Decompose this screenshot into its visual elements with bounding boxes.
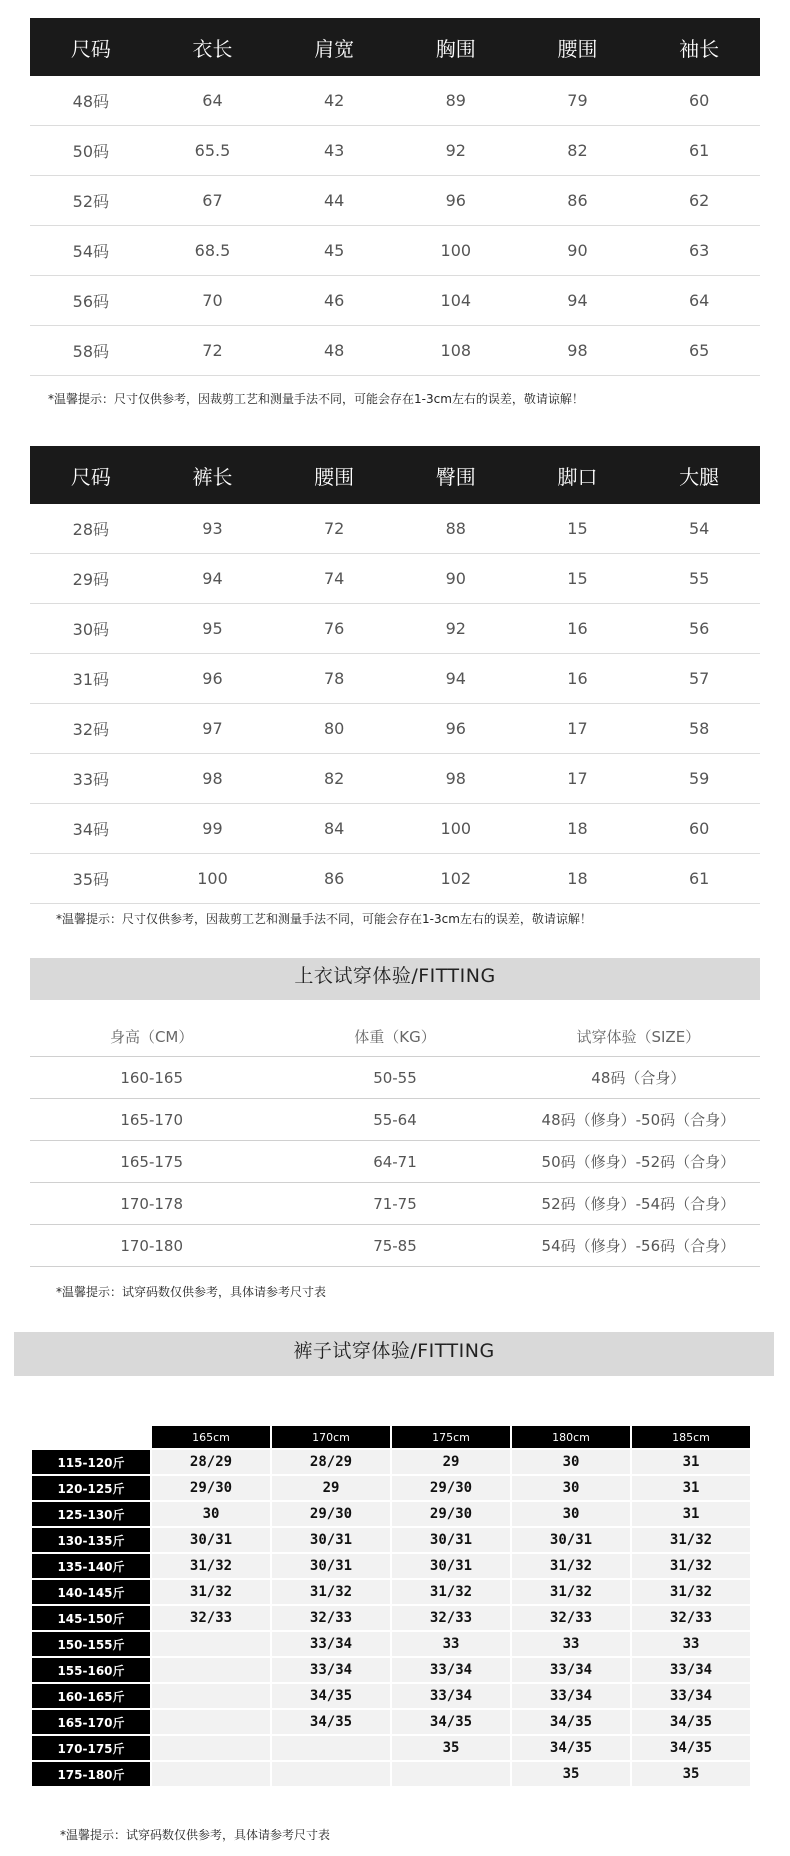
table-cell: 93 <box>152 504 274 554</box>
table-row <box>30 1099 760 1141</box>
grid-weight-label: 125-130斤 <box>32 1502 150 1526</box>
grid-size-cell: 33 <box>512 1632 630 1656</box>
grid-size-cell: 30/31 <box>272 1554 390 1578</box>
grid-size-cell: 31/32 <box>392 1580 510 1604</box>
grid-size-cell: 30/31 <box>512 1528 630 1552</box>
table-cell: 60 <box>638 804 760 854</box>
table-row <box>30 1057 760 1099</box>
header-weight: 体重（KG） <box>273 1016 516 1057</box>
table-row <box>32 1632 750 1656</box>
grid-size-cell: 30 <box>152 1502 270 1526</box>
grid-weight-label: 115-120斤 <box>32 1450 150 1474</box>
table-row <box>30 76 760 126</box>
grid-size-cell: 33/34 <box>512 1658 630 1682</box>
table-cell: 67 <box>152 176 274 226</box>
table-cell: 50-55 <box>273 1057 516 1099</box>
table-row <box>30 504 760 554</box>
grid-height-header: 175cm <box>392 1426 510 1448</box>
grid-size-cell: 31 <box>632 1502 750 1526</box>
pants-size-note: *温馨提示：尺寸仅供参考，因裁剪工艺和测量手法不同，可能会存在1-3cm左右的误差，敬请谅解！ <box>56 912 592 926</box>
table-cell: 30码 <box>30 604 152 654</box>
header-shoulder: 肩宽 <box>273 18 395 76</box>
grid-weight-label: 170-175斤 <box>32 1736 150 1760</box>
header-chest: 胸围 <box>395 18 517 76</box>
grid-size-cell: 35 <box>632 1762 750 1786</box>
grid-size-cell <box>392 1762 510 1786</box>
header-fit-size: 试穿体验（SIZE） <box>517 1016 760 1057</box>
table-cell: 102 <box>395 854 517 904</box>
table-row <box>30 126 760 176</box>
table-cell: 58 <box>638 704 760 754</box>
table-row <box>32 1736 750 1760</box>
table-cell: 86 <box>517 176 639 226</box>
grid-size-cell: 34/35 <box>632 1710 750 1734</box>
table-cell: 108 <box>395 326 517 376</box>
grid-weight-label: 150-155斤 <box>32 1632 150 1656</box>
table-cell: 55-64 <box>273 1099 516 1141</box>
table-cell: 32码 <box>30 704 152 754</box>
table-cell: 170-180 <box>30 1225 273 1267</box>
top-size-table <box>30 18 760 376</box>
table-cell: 98 <box>152 754 274 804</box>
table-row <box>30 854 760 904</box>
table-cell: 78 <box>273 654 395 704</box>
table-cell: 48码 <box>30 76 152 126</box>
table-row <box>32 1476 750 1500</box>
table-row <box>32 1658 750 1682</box>
grid-size-cell: 32/33 <box>272 1606 390 1630</box>
grid-size-cell: 35 <box>392 1736 510 1760</box>
grid-size-cell: 30/31 <box>392 1528 510 1552</box>
table-cell: 84 <box>273 804 395 854</box>
grid-size-cell: 33 <box>392 1632 510 1656</box>
grid-size-cell: 35 <box>512 1762 630 1786</box>
table-row <box>30 604 760 654</box>
table-cell: 95 <box>152 604 274 654</box>
table-row <box>30 654 760 704</box>
grid-size-cell: 33/34 <box>392 1684 510 1708</box>
table-cell: 17 <box>517 704 639 754</box>
table-cell: 82 <box>273 754 395 804</box>
table-cell: 98 <box>395 754 517 804</box>
header-hip: 臀围 <box>395 446 517 504</box>
grid-size-cell <box>152 1684 270 1708</box>
table-cell: 97 <box>152 704 274 754</box>
header-pant-length: 裤长 <box>152 446 274 504</box>
grid-weight-label: 130-135斤 <box>32 1528 150 1552</box>
table-cell: 61 <box>638 126 760 176</box>
grid-size-cell: 31/32 <box>632 1554 750 1578</box>
pants-fitting-note: *温馨提示：试穿码数仅供参考，具体请参考尺寸表 <box>60 1828 331 1842</box>
pants-fitting-grid <box>30 1424 752 1788</box>
top-fitting-note: *温馨提示：试穿码数仅供参考，具体请参考尺寸表 <box>56 1285 327 1299</box>
table-row <box>30 754 760 804</box>
grid-size-cell: 28/29 <box>272 1450 390 1474</box>
grid-size-cell: 31/32 <box>272 1580 390 1604</box>
grid-size-cell: 34/35 <box>512 1710 630 1734</box>
pants-fitting-title: 裤子试穿体验/FITTING <box>14 1332 774 1376</box>
grid-size-cell: 29/30 <box>392 1502 510 1526</box>
table-cell: 89 <box>395 76 517 126</box>
grid-size-cell: 33/34 <box>272 1658 390 1682</box>
grid-height-header: 185cm <box>632 1426 750 1448</box>
table-cell: 80 <box>273 704 395 754</box>
table-cell: 94 <box>517 276 639 326</box>
table-cell: 16 <box>517 604 639 654</box>
top-fitting-table <box>30 1016 760 1267</box>
grid-size-cell: 33/34 <box>632 1658 750 1682</box>
pants-fitting-header-row <box>32 1426 750 1448</box>
grid-size-cell <box>272 1736 390 1760</box>
table-row <box>32 1450 750 1474</box>
grid-size-cell: 30 <box>512 1502 630 1526</box>
table-cell: 56 <box>638 604 760 654</box>
table-cell: 35码 <box>30 854 152 904</box>
table-cell: 99 <box>152 804 274 854</box>
table-cell: 104 <box>395 276 517 326</box>
grid-size-cell: 31 <box>632 1450 750 1474</box>
grid-weight-label: 135-140斤 <box>32 1554 150 1578</box>
grid-size-cell: 31 <box>632 1476 750 1500</box>
table-cell: 98 <box>517 326 639 376</box>
table-cell: 48码（合身） <box>517 1057 760 1099</box>
table-cell: 94 <box>152 554 274 604</box>
grid-size-cell: 31/32 <box>152 1554 270 1578</box>
header-thigh: 大腿 <box>638 446 760 504</box>
table-cell: 54码 <box>30 226 152 276</box>
table-cell: 31码 <box>30 654 152 704</box>
header-length: 衣长 <box>152 18 274 76</box>
table-cell: 96 <box>152 654 274 704</box>
table-row <box>32 1684 750 1708</box>
table-row <box>30 554 760 604</box>
table-cell: 94 <box>395 654 517 704</box>
grid-size-cell: 34/35 <box>512 1736 630 1760</box>
table-cell: 34码 <box>30 804 152 854</box>
table-cell: 61 <box>638 854 760 904</box>
table-cell: 17 <box>517 754 639 804</box>
grid-weight-label: 165-170斤 <box>32 1710 150 1734</box>
grid-size-cell <box>152 1736 270 1760</box>
grid-size-cell: 34/35 <box>632 1736 750 1760</box>
table-row <box>30 326 760 376</box>
header-height: 身高（CM） <box>30 1016 273 1057</box>
grid-size-cell: 31/32 <box>512 1554 630 1578</box>
table-cell: 43 <box>273 126 395 176</box>
grid-size-cell <box>152 1762 270 1786</box>
pants-size-table <box>30 446 760 904</box>
top-size-note: *温馨提示：尺寸仅供参考，因裁剪工艺和测量手法不同，可能会存在1-3cm左右的误差，敬请谅解！ <box>48 392 584 406</box>
table-row <box>30 1225 760 1267</box>
grid-weight-label: 145-150斤 <box>32 1606 150 1630</box>
table-cell: 15 <box>517 554 639 604</box>
table-cell: 45 <box>273 226 395 276</box>
grid-size-cell: 34/35 <box>392 1710 510 1734</box>
table-cell: 71-75 <box>273 1183 516 1225</box>
grid-size-cell: 29/30 <box>392 1476 510 1500</box>
grid-size-cell: 33/34 <box>512 1684 630 1708</box>
table-cell: 15 <box>517 504 639 554</box>
table-row <box>30 176 760 226</box>
table-cell: 50码 <box>30 126 152 176</box>
grid-corner <box>32 1426 150 1448</box>
grid-weight-label: 120-125斤 <box>32 1476 150 1500</box>
grid-size-cell: 29/30 <box>152 1476 270 1500</box>
table-cell: 82 <box>517 126 639 176</box>
table-row <box>32 1762 750 1786</box>
header-sleeve: 袖长 <box>638 18 760 76</box>
grid-size-cell: 31/32 <box>152 1580 270 1604</box>
grid-size-cell: 32/33 <box>632 1606 750 1630</box>
grid-height-header: 180cm <box>512 1426 630 1448</box>
table-cell: 64-71 <box>273 1141 516 1183</box>
table-cell: 57 <box>638 654 760 704</box>
table-cell: 54 <box>638 504 760 554</box>
table-cell: 58码 <box>30 326 152 376</box>
table-cell: 48 <box>273 326 395 376</box>
table-cell: 64 <box>152 76 274 126</box>
table-cell: 76 <box>273 604 395 654</box>
grid-size-cell: 34/35 <box>272 1710 390 1734</box>
grid-size-cell: 31/32 <box>632 1580 750 1604</box>
grid-size-cell: 28/29 <box>152 1450 270 1474</box>
table-row <box>30 804 760 854</box>
header-waist: 腰围 <box>517 18 639 76</box>
table-cell: 170-178 <box>30 1183 273 1225</box>
table-row <box>30 226 760 276</box>
table-cell: 65.5 <box>152 126 274 176</box>
table-cell: 54码（修身）-56码（合身） <box>517 1225 760 1267</box>
table-row <box>32 1554 750 1578</box>
table-cell: 16 <box>517 654 639 704</box>
grid-size-cell <box>152 1710 270 1734</box>
grid-weight-label: 155-160斤 <box>32 1658 150 1682</box>
table-cell: 68.5 <box>152 226 274 276</box>
table-cell: 50码（修身）-52码（合身） <box>517 1141 760 1183</box>
table-cell: 72 <box>152 326 274 376</box>
table-cell: 63 <box>638 226 760 276</box>
table-cell: 165-170 <box>30 1099 273 1141</box>
table-cell: 88 <box>395 504 517 554</box>
table-cell: 90 <box>395 554 517 604</box>
table-cell: 65 <box>638 326 760 376</box>
top-fitting-title: 上衣试穿体验/FITTING <box>30 958 760 1000</box>
table-cell: 72 <box>273 504 395 554</box>
grid-size-cell: 29 <box>392 1450 510 1474</box>
grid-size-cell: 29 <box>272 1476 390 1500</box>
table-cell: 90 <box>517 226 639 276</box>
table-cell: 62 <box>638 176 760 226</box>
table-cell: 29码 <box>30 554 152 604</box>
table-cell: 100 <box>395 804 517 854</box>
table-cell: 44 <box>273 176 395 226</box>
table-row <box>30 1141 760 1183</box>
top-size-header-row <box>30 18 760 76</box>
grid-size-cell <box>152 1632 270 1656</box>
table-cell: 92 <box>395 126 517 176</box>
table-row <box>32 1502 750 1526</box>
top-fitting-header-row <box>30 1016 760 1057</box>
table-cell: 48码（修身）-50码（合身） <box>517 1099 760 1141</box>
grid-size-cell <box>152 1658 270 1682</box>
grid-size-cell: 30 <box>512 1476 630 1500</box>
grid-size-cell: 29/30 <box>272 1502 390 1526</box>
table-row <box>32 1710 750 1734</box>
table-cell: 18 <box>517 804 639 854</box>
grid-size-cell: 33/34 <box>632 1684 750 1708</box>
table-cell: 96 <box>395 704 517 754</box>
table-cell: 52码 <box>30 176 152 226</box>
table-cell: 100 <box>152 854 274 904</box>
grid-size-cell: 33/34 <box>272 1632 390 1656</box>
grid-size-cell: 31/32 <box>632 1528 750 1552</box>
header-size: 尺码 <box>30 18 152 76</box>
table-cell: 70 <box>152 276 274 326</box>
table-row <box>32 1580 750 1604</box>
grid-weight-label: 140-145斤 <box>32 1580 150 1604</box>
grid-size-cell: 32/33 <box>392 1606 510 1630</box>
table-cell: 100 <box>395 226 517 276</box>
table-cell: 86 <box>273 854 395 904</box>
table-cell: 28码 <box>30 504 152 554</box>
table-cell: 64 <box>638 276 760 326</box>
table-row <box>32 1528 750 1552</box>
table-cell: 52码（修身）-54码（合身） <box>517 1183 760 1225</box>
table-cell: 92 <box>395 604 517 654</box>
pants-size-header-row <box>30 446 760 504</box>
grid-size-cell: 30/31 <box>392 1554 510 1578</box>
grid-size-cell <box>272 1762 390 1786</box>
grid-size-cell: 30 <box>512 1450 630 1474</box>
table-cell: 165-175 <box>30 1141 273 1183</box>
grid-weight-label: 160-165斤 <box>32 1684 150 1708</box>
grid-size-cell: 32/33 <box>152 1606 270 1630</box>
table-cell: 59 <box>638 754 760 804</box>
table-cell: 160-165 <box>30 1057 273 1099</box>
grid-size-cell: 33/34 <box>392 1658 510 1682</box>
grid-size-cell: 30/31 <box>152 1528 270 1552</box>
header-size: 尺码 <box>30 446 152 504</box>
header-hem: 脚口 <box>517 446 639 504</box>
table-cell: 79 <box>517 76 639 126</box>
grid-height-header: 165cm <box>152 1426 270 1448</box>
table-row <box>30 1183 760 1225</box>
table-cell: 74 <box>273 554 395 604</box>
grid-size-cell: 34/35 <box>272 1684 390 1708</box>
table-cell: 42 <box>273 76 395 126</box>
table-cell: 60 <box>638 76 760 126</box>
grid-size-cell: 32/33 <box>512 1606 630 1630</box>
grid-height-header: 170cm <box>272 1426 390 1448</box>
table-cell: 18 <box>517 854 639 904</box>
header-waist: 腰围 <box>273 446 395 504</box>
table-cell: 33码 <box>30 754 152 804</box>
table-row <box>30 704 760 754</box>
table-row <box>32 1606 750 1630</box>
grid-weight-label: 175-180斤 <box>32 1762 150 1786</box>
table-cell: 96 <box>395 176 517 226</box>
table-cell: 46 <box>273 276 395 326</box>
table-cell: 55 <box>638 554 760 604</box>
table-cell: 75-85 <box>273 1225 516 1267</box>
grid-size-cell: 31/32 <box>512 1580 630 1604</box>
grid-size-cell: 33 <box>632 1632 750 1656</box>
grid-size-cell: 30/31 <box>272 1528 390 1552</box>
table-cell: 56码 <box>30 276 152 326</box>
table-row <box>30 276 760 326</box>
